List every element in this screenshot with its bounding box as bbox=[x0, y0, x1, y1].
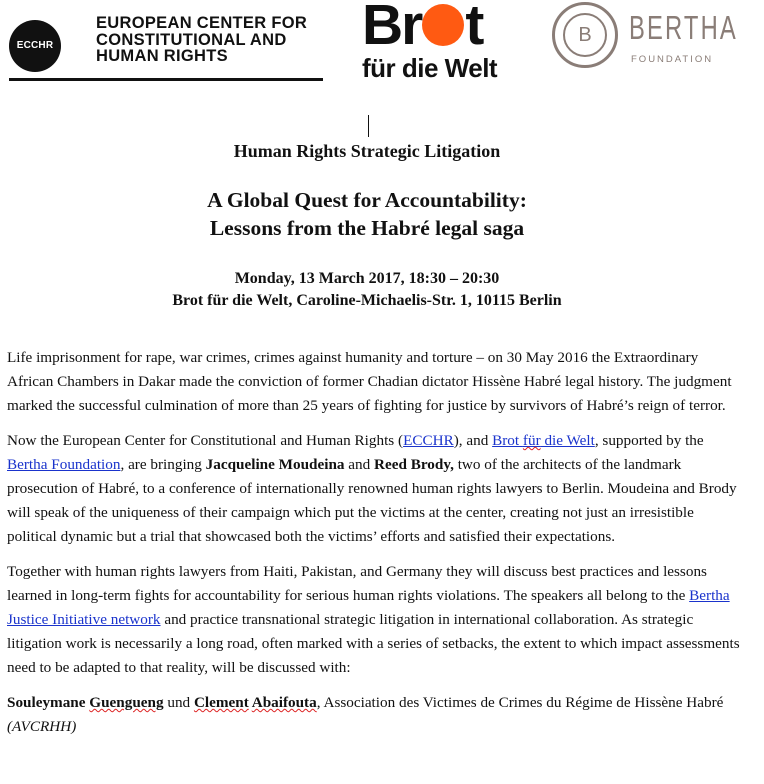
event-details bbox=[0, 268, 734, 312]
text-span: Now the European Center for Constitutional and Human Rights ( bbox=[7, 432, 404, 449]
text-span: , Association des Victimes de Crimes du Régime de Hissène Habré bbox=[316, 694, 724, 711]
brot-link[interactable] bbox=[492, 432, 595, 449]
ecchr-line-2: CONSTITUTIONAL AND bbox=[96, 30, 287, 49]
name-part-spellcheck: Guengueng bbox=[89, 694, 164, 711]
document-body bbox=[7, 346, 742, 750]
bertha-subline: FOUNDATION bbox=[631, 54, 714, 65]
bertha-foundation-link[interactable]: Bertha Foundation bbox=[7, 456, 121, 473]
series-title: Human Rights Strategic Litigation bbox=[233, 141, 501, 161]
ecchr-badge: ECCHR bbox=[9, 20, 61, 72]
name-part-spellcheck: Abaifouta bbox=[251, 694, 317, 711]
event-title-line-1: A Global Quest for Accountability: bbox=[207, 188, 527, 212]
name-part-spellcheck: Clement bbox=[193, 694, 249, 711]
event-title-line-2: Lessons from the Habré legal saga bbox=[209, 216, 525, 240]
text-span: and bbox=[344, 456, 375, 473]
brot-subline: für die Welt bbox=[362, 53, 498, 83]
text-span: Together with human rights lawyers from Haiti, Pakistan, and Germany they will discuss best practices and lessons learned in long-term fights for accountability for serious human rights violations. The speakers all belong to the bbox=[7, 563, 707, 604]
text-span: , are bringing bbox=[120, 456, 206, 473]
bertha-foundation-logo bbox=[552, 2, 738, 74]
bertha-seal-letter: B bbox=[563, 13, 607, 57]
text-span: und bbox=[163, 694, 194, 711]
paragraph-discussion bbox=[7, 560, 742, 680]
ecchr-link[interactable]: ECCHR bbox=[403, 432, 454, 449]
brot-wordmark bbox=[362, 0, 482, 56]
text-cursor bbox=[368, 115, 369, 137]
speaker-moudeina: Jacqueline Moudeina bbox=[205, 456, 345, 473]
paragraph-organizers bbox=[7, 429, 742, 549]
text-span: and practice transnational strategic litigation in international collaboration. As strategic litigation work is necessarily a long road, often marked with a series of setbacks, the extent to which impact assessments need to be adapted to that reality, will be discussed with: bbox=[7, 611, 740, 676]
paragraph-intro: Life imprisonment for rape, war crimes, crimes against humanity and torture – on 30 May 2016 the Extraordinary African Chambers in Dakar made the conviction of former Chadian dictator Hissène Habré legal history. The judgment marked the successful culmination of more than 25 years of fighting for justice by survivors of Habré’s reign of terror. bbox=[7, 349, 732, 414]
ecchr-underline bbox=[9, 78, 323, 81]
bertha-justice-initiative-link[interactable]: Bertha Justice Initiative network bbox=[7, 587, 730, 628]
link-text: Brot bbox=[492, 432, 523, 449]
name-part: Souleymane bbox=[7, 694, 90, 711]
event-title bbox=[0, 186, 734, 242]
link-text-spellcheck: für bbox=[522, 432, 541, 449]
link-text: die Welt bbox=[540, 432, 595, 449]
association-abbreviation: (AVCRHH) bbox=[7, 718, 77, 735]
brot-text-b: t bbox=[465, 0, 483, 57]
ecchr-line-3: HUMAN RIGHTS bbox=[96, 47, 228, 65]
event-date: Monday, 13 March 2017, 18:30 – 20:30 bbox=[234, 270, 500, 287]
ecchr-logo bbox=[9, 12, 327, 82]
brot-fuer-die-welt-logo bbox=[362, 0, 522, 84]
speaker-guengueng bbox=[7, 694, 164, 711]
text-span: , supported by the bbox=[594, 432, 704, 449]
speaker-brody: Reed Brody, bbox=[374, 456, 454, 473]
paragraph-speakers bbox=[7, 691, 742, 739]
brot-text-a: Br bbox=[362, 0, 422, 57]
brot-orange-o bbox=[422, 4, 464, 46]
ecchr-line-1: EUROPEAN CENTER FOR bbox=[96, 14, 308, 32]
bertha-seal-icon bbox=[552, 2, 618, 68]
speaker-abaifouta bbox=[194, 694, 317, 711]
text-span: two of the architects of the landmark prosecution of Habré, to a conference of internationally renowned human rights lawyers to Berlin. Moudeina and Brody will speak of the uniqueness of their campaign which put the victims at the center, creating not just an irresistible political dynamic but a trial that showcased both the victims’ efforts and satisfied their expectations. bbox=[7, 456, 737, 545]
text-span: ), and bbox=[453, 432, 493, 449]
ecchr-wordmark bbox=[96, 15, 307, 65]
bertha-wordmark: BERTHA bbox=[629, 9, 738, 46]
event-venue: Brot für die Welt, Caroline-Michaelis-Str. 1, 10115 Berlin bbox=[172, 292, 562, 309]
